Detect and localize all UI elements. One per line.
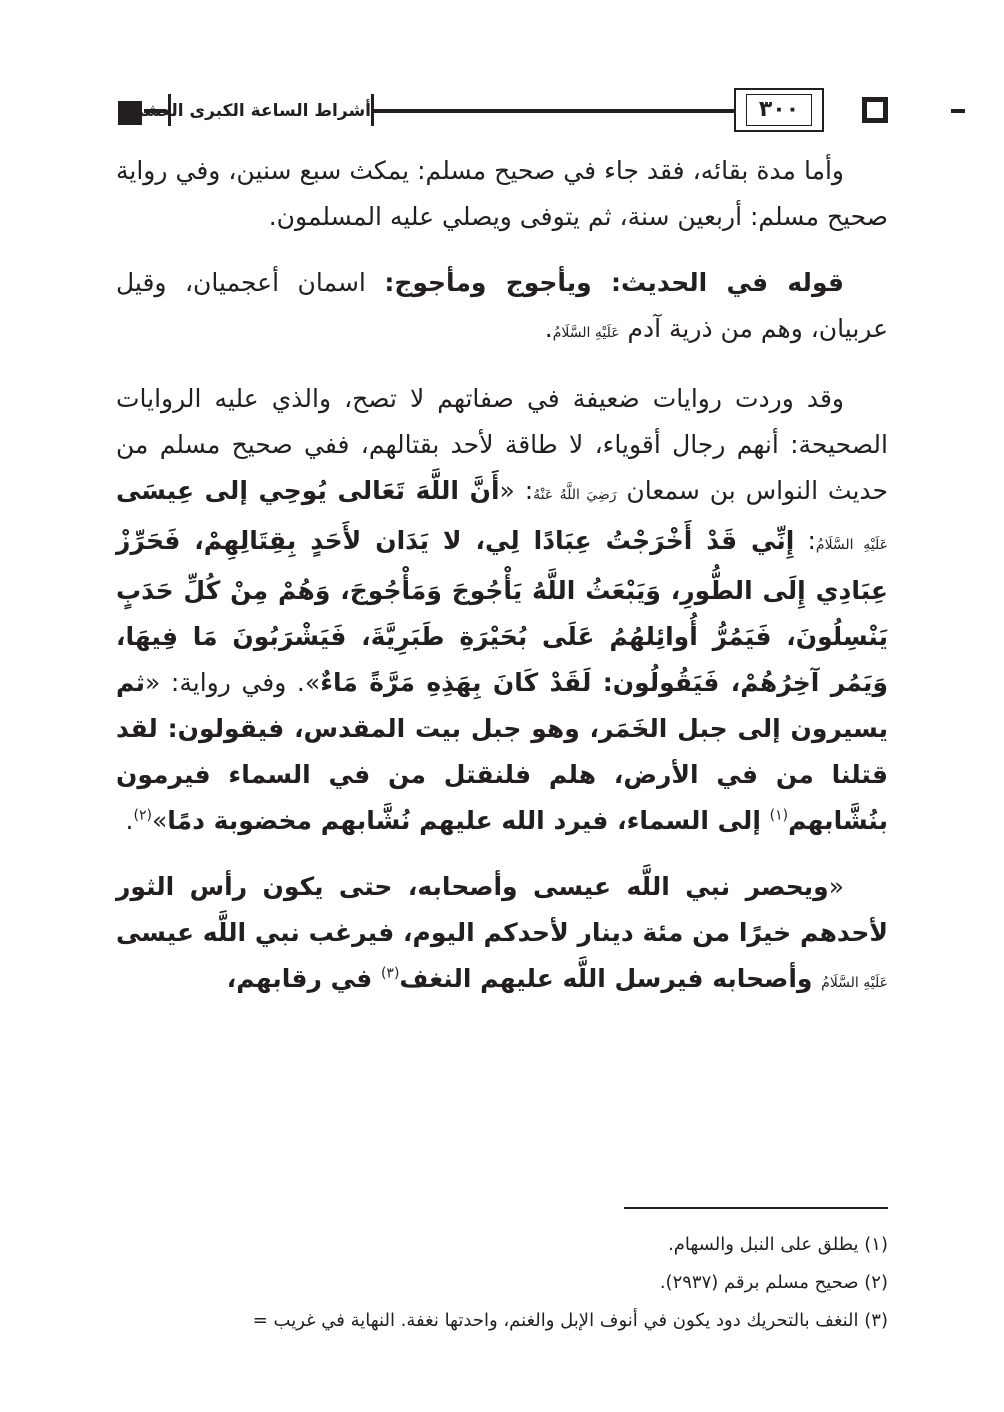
- hadith-quote-5: ويحصر نبي اللَّه عيسى وأصحابه، حتى يكون رأس الثور لأحدهم خيرًا من مئة دينار لأحدكم اليوم، فيرغب نبي اللَّه عيسى: [116, 872, 888, 947]
- honorific-alayhi-salam-2: عَلَيْهِ السَّلَامُ: [815, 537, 888, 553]
- hadith-quote-3: ثم يسيرون إلى جبل الخَمَر، وهو جبل بيت المقدس، فيقولون: لقد قتلنا من في الأرض، هلم فلنقتل من في السماء فيرمون بنُشَّابهم: [116, 668, 888, 835]
- p2-text: اسمان أعجميان، وقيل عربيان، وهم من ذرية آدم: [116, 268, 888, 343]
- hadith-quote-7: في رقابهم،: [226, 964, 381, 993]
- header-ornament-square-hollow: [862, 97, 888, 123]
- hadith-quote-1: أَنَّ اللَّهَ تَعَالى يُوحِي إلى عِيسَى: [116, 476, 500, 505]
- paragraph-1: [116, 148, 888, 240]
- p3-b: : «: [499, 476, 534, 505]
- page-header: [116, 88, 888, 140]
- p1-text: وأما مدة بقائه، فقد جاء في صحيح مسلم: يمكث سبع سنين، وفي رواية صحيح مسلم: أربعين سنة، ثم يتوفى ويصلي عليه المسلمون.: [116, 156, 888, 231]
- page-number: ٣٠٠: [758, 97, 800, 122]
- p4-a: «: [828, 872, 844, 901]
- footnotes: [108, 1226, 888, 1340]
- p3-c: :: [794, 526, 816, 555]
- p3-f: .: [125, 806, 134, 835]
- paragraph-2: [116, 260, 888, 356]
- running-title: أشراط الساعة الكبرى العشر: [168, 94, 374, 126]
- honorific-alayhi-salam: عَلَيْهِ السَّلَامُ: [552, 325, 620, 341]
- page-number-frame: [734, 88, 824, 132]
- paragraph-3: [116, 376, 888, 844]
- main-text: [116, 148, 888, 1006]
- honorific-radiya-allah: رَضِيَ اللَّهُ عَنْهُ: [533, 487, 617, 503]
- hadith-quote-6: وأصحابه فيرسل اللَّه عليهم النغف: [399, 964, 822, 993]
- header-rule-right: [951, 109, 965, 113]
- p3-e: »: [151, 806, 168, 835]
- footnote-1: (١) يطلق على النبل والسهام.: [668, 1234, 888, 1255]
- footnote-ref-1[interactable]: (١): [769, 807, 789, 824]
- hadith-quote-2: إِنِّي قَدْ أَخْرَجْتُ عِبَادًا لِي، لا يَدَان لأَحَدٍ بِقِتَالِهِمْ، فَحَرِّزْ عِبَادِي إِلَى الطُّورِ، وَيَبْعَثُ اللَّهُ يَأْجُوجَ وَمَأْجُوجَ، وَهُمْ مِنْ كُلِّ حَدَبٍ يَنْسِلُونَ، فَيَمُرُّ أُوائِلهُمُ عَلَى بُحَيْرَةِ طَبَرِيَّةَ، فَيَشْرَبُونَ مَا فِيهَا، وَيَمُر آخِرُهُمْ، فَيَقُولُون: لَقَدْ كَانَ بِهَذِهِ مَرَّةً مَاءٌ: [116, 526, 888, 697]
- footnote-3: (٣) النغف بالتحريك دود يكون في أنوف الإبل والغنم، واحدتها نغفة. النهاية في غريب =: [252, 1310, 888, 1331]
- p2-end: .: [544, 314, 553, 343]
- hadith-quote-4: إلى السماء، فيرد الله عليهم نُشَّابهم مخضوبة دمًا: [167, 806, 770, 835]
- paragraph-4: [116, 864, 888, 1006]
- p3-a: وقد وردت روايات ضعيفة في صفاتهم لا تصح، والذي عليه الروايات الصحيحة: أنهم رجال أقوياء، لا طاقة لأحد بقتالهم، ففي صحيح مسلم من حديث النواس بن سمعان: [116, 384, 889, 505]
- footnote-separator: [624, 1207, 888, 1209]
- honorific-alayhi-salam-3: عَلَيْهِ السَّلَامُ: [821, 975, 888, 991]
- footnote-2: (٢) صحيح مسلم برقم (٢٩٣٧).: [659, 1272, 888, 1293]
- footnote-ref-3[interactable]: (٣): [380, 965, 400, 982]
- p2-lead: قوله في الحديث: ويأجوج ومأجوج:: [384, 268, 844, 297]
- footnote-ref-2[interactable]: (٢): [133, 807, 152, 824]
- p3-d: ». وفي رواية: «: [145, 668, 321, 697]
